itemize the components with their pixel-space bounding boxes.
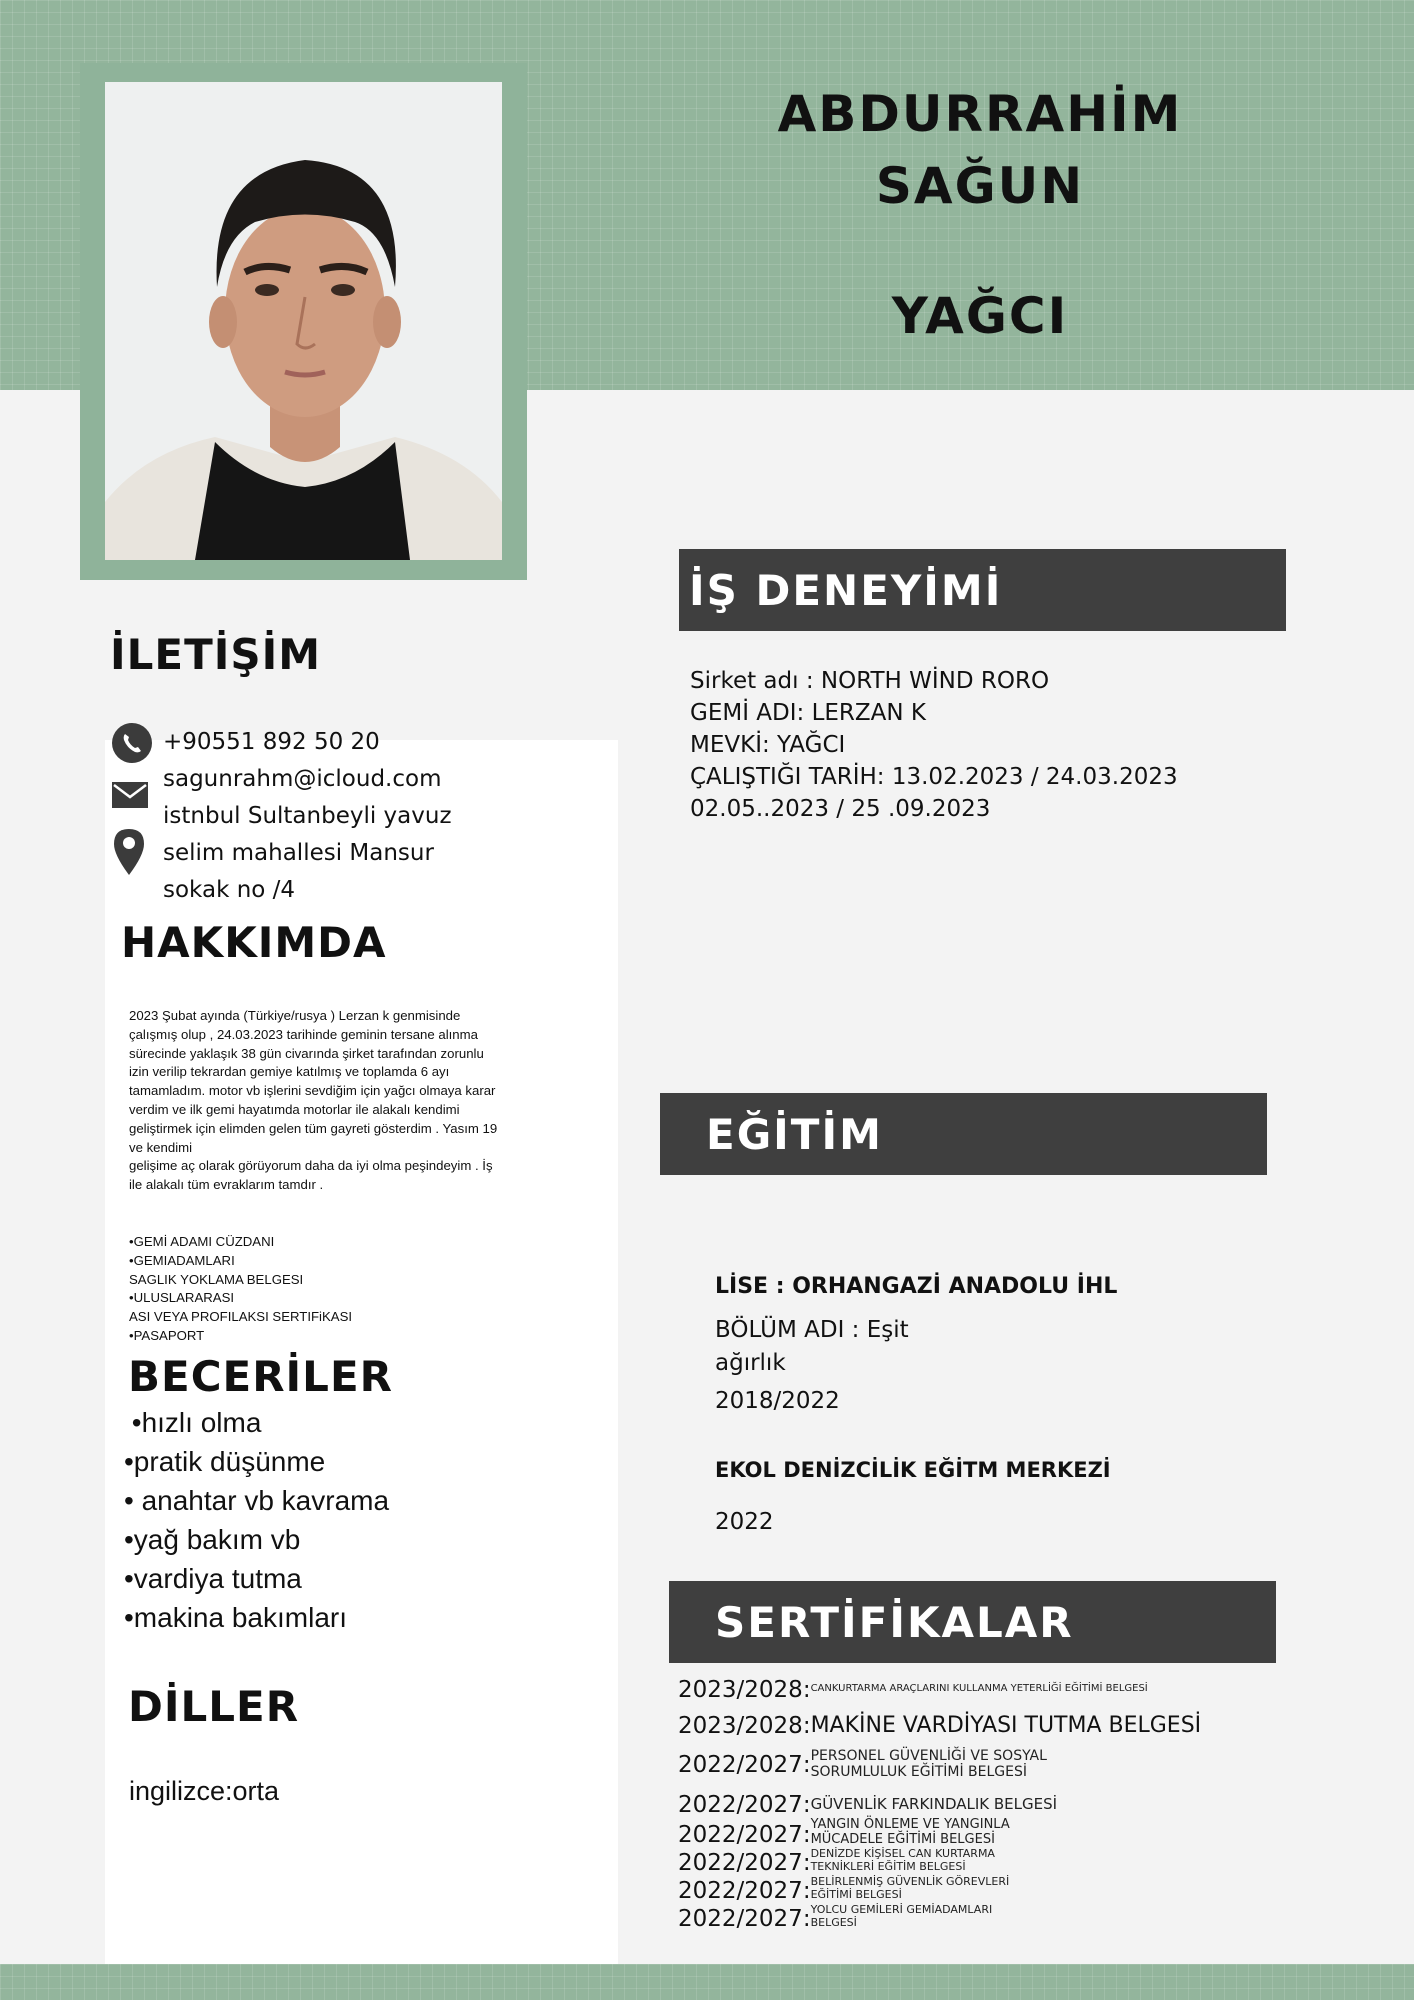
mail-icon [112,782,148,808]
certificate-line: TEKNİKLERİ EĞİTİM BELGESİ [810,1859,966,1873]
certificate-item [678,1904,992,1932]
about-line: ile alakalı tüm evraklarım tamdır . [129,1177,324,1193]
phone-text: +90551 892 50 20 [163,729,380,755]
certificate-year: 2022/2027: [678,1906,811,1932]
about-line: izin verilip tekrardan gemiye katılmış ve toplamda 6 ayı [129,1064,450,1080]
certificate-name [811,1848,995,1873]
phone-icon [112,723,152,763]
skill-item: • anahtar vb kavrama [124,1485,390,1516]
certificate-line: EĞİTİMİ BELGESİ [810,1887,902,1901]
education-header [660,1093,1267,1175]
certificate-name [811,1876,1010,1901]
about-paragraph [129,1007,549,1195]
skill-item: •hızlı olma [124,1407,262,1438]
department-line: BÖLÜM ADI : Eşit [715,1317,909,1343]
about-line: sürecinde yaklaşık 38 gün civarında şirket tarafından zorunlu [129,1045,484,1061]
certificate-name: MAKİNE VARDİYASI TUTMA BELGESİ [810,1713,1202,1738]
certificate-line: PERSONEL GÜVENLİĞİ VE SOSYAL [810,1748,1047,1764]
about-line: tamamladım. motor vb işlerini sevdiğim için yağcı olmaya karar [129,1083,496,1099]
education-heading: EĞİTİM [706,1109,883,1159]
name-line-1: ABDURRAHİM [777,85,1183,143]
document-line: SAGLIK YOKLAMA BELGESI [129,1271,304,1287]
skills-list [124,1403,389,1637]
about-heading: HAKKIMDA [121,918,387,967]
photo-frame [80,63,527,580]
certificate-item [678,1848,995,1876]
name-line-3: YAĞCI [891,287,1069,345]
training-years: 2022 [715,1509,774,1535]
school-years: 2018/2022 [715,1388,840,1414]
experience-header [679,549,1286,631]
certificate-item [678,1818,1010,1848]
languages-heading: DİLLER [128,1682,300,1731]
skill-item: •makina bakımları [124,1602,347,1633]
about-line: ve kendimi [129,1139,193,1155]
name-line-2: SAĞUN [875,157,1085,215]
about-line: gelişime aç olarak görüyorum daha da iyi olma peşindeyim . İş [129,1158,493,1174]
certificate-name [811,1748,1047,1780]
certificate-name [811,1818,1010,1848]
address-line: selim mahallesi Mansur [163,840,434,866]
location-icon [114,829,144,875]
skill-item: •yağ bakım vb [124,1524,301,1555]
document-line: •PASAPORT [129,1327,205,1343]
experience-line: MEVKİ: YAĞCI [690,732,846,758]
certificate-name: CANKURTARMA ARAÇLARINI KULLANMA YETERLİĞİ EĞİTİMİ BELGESİ [810,1683,1148,1694]
profile-photo [105,82,502,560]
language-item: ingilizce:orta [129,1776,280,1806]
skills-heading: BECERİLER [128,1352,393,1401]
certificate-line: MÜCADELE EĞİTİMİ BELGESİ [810,1831,995,1847]
document-line: •ULUSLARARASI [129,1290,235,1306]
certificates-heading: SERTİFİKALAR [715,1597,1074,1647]
about-line: 2023 Şubat ayında (Türkiye/rusya ) Lerzan k genmisinde [129,1008,461,1023]
experience-details [690,665,1178,825]
portrait-illustration [105,82,502,560]
certificate-line: YOLCU GEMİLERİ GEMİADAMLARI [810,1903,993,1916]
experience-line: 02.05..2023 / 25 .09.2023 [690,796,991,822]
certificate-item [678,1713,1201,1739]
certificate-item [678,1876,1009,1904]
certificate-item [678,1677,1148,1703]
certificate-year: 2022/2027: [678,1822,811,1848]
certificate-name [811,1904,993,1929]
certificates-header [669,1581,1276,1663]
about-line: verdim ve ilk gemi hayatımda motorlar ile alakalı kendimi [129,1101,460,1117]
contact-heading: İLETİŞİM [110,630,322,679]
email-text: sagunrahm@icloud.com [163,766,442,792]
skill-item: •pratik düşünme [124,1446,326,1477]
certificate-line: BELGESİ [810,1915,857,1929]
skill-item: •vardiya tutma [124,1563,302,1594]
certificate-year: 2023/2028: [678,1677,811,1703]
experience-line: Sirket adı : NORTH WİND RORO [690,668,1050,694]
certificate-line: YANGIN ÖNLEME VE YANGINLA [810,1817,1010,1832]
document-line: •GEMİ ADAMI CÜZDANI [129,1234,275,1249]
contact-details [163,724,452,909]
documents-list [129,1233,549,1346]
department-line: ağırlık [715,1350,786,1376]
training-center-name: EKOL DENİZCİLİK EĞİTM MERKEZİ [715,1458,1111,1482]
certificate-year: 2022/2027: [678,1850,811,1876]
certificate-year: 2022/2027: [678,1878,811,1904]
document-line: ASI VEYA PROFILAKSI SERTIFiKASI [129,1309,353,1325]
address-line: sokak no /4 [163,877,296,903]
experience-heading: İŞ DENEYİMİ [689,565,1003,615]
address-line: istnbul Sultanbeyli yavuz [163,803,452,829]
experience-line: GEMİ ADI: LERZAN K [690,700,926,726]
department [715,1314,909,1380]
certificate-name: GÜVENLİK FARKINDALIK BELGESİ [810,1795,1058,1813]
certificate-line: BELİRLENMİŞ GÜVENLİK GÖREVLERİ [810,1875,1010,1888]
certificate-year: 2022/2027: [678,1752,811,1778]
certificate-year: 2022/2027: [678,1792,811,1818]
about-line: çalışmış olup , 24.03.2023 tarihinde geminin tersane alınma [129,1026,478,1042]
about-line: geliştirmek için elimden gelen tüm gayreti gösterdim . Yasım 19 [129,1120,498,1136]
full-name [700,78,1260,352]
document-line: •GEMIADAMLARI [129,1252,235,1268]
footer-band [0,1964,1414,2000]
certificate-year: 2023/2028: [678,1713,811,1739]
certificate-line: SORUMLULUK EĞİTİMİ BELGESİ [810,1764,1027,1781]
experience-line: ÇALIŞTIĞI TARİH: 13.02.2023 / 24.03.2023 [690,764,1178,790]
school-name: LİSE : ORHANGAZİ ANADOLU İHL [715,1274,1118,1299]
certificate-item [678,1748,1047,1780]
certificate-line: DENİZDE KİŞİSEL CAN KURTARMA [810,1847,995,1860]
certificate-item [678,1792,1057,1818]
